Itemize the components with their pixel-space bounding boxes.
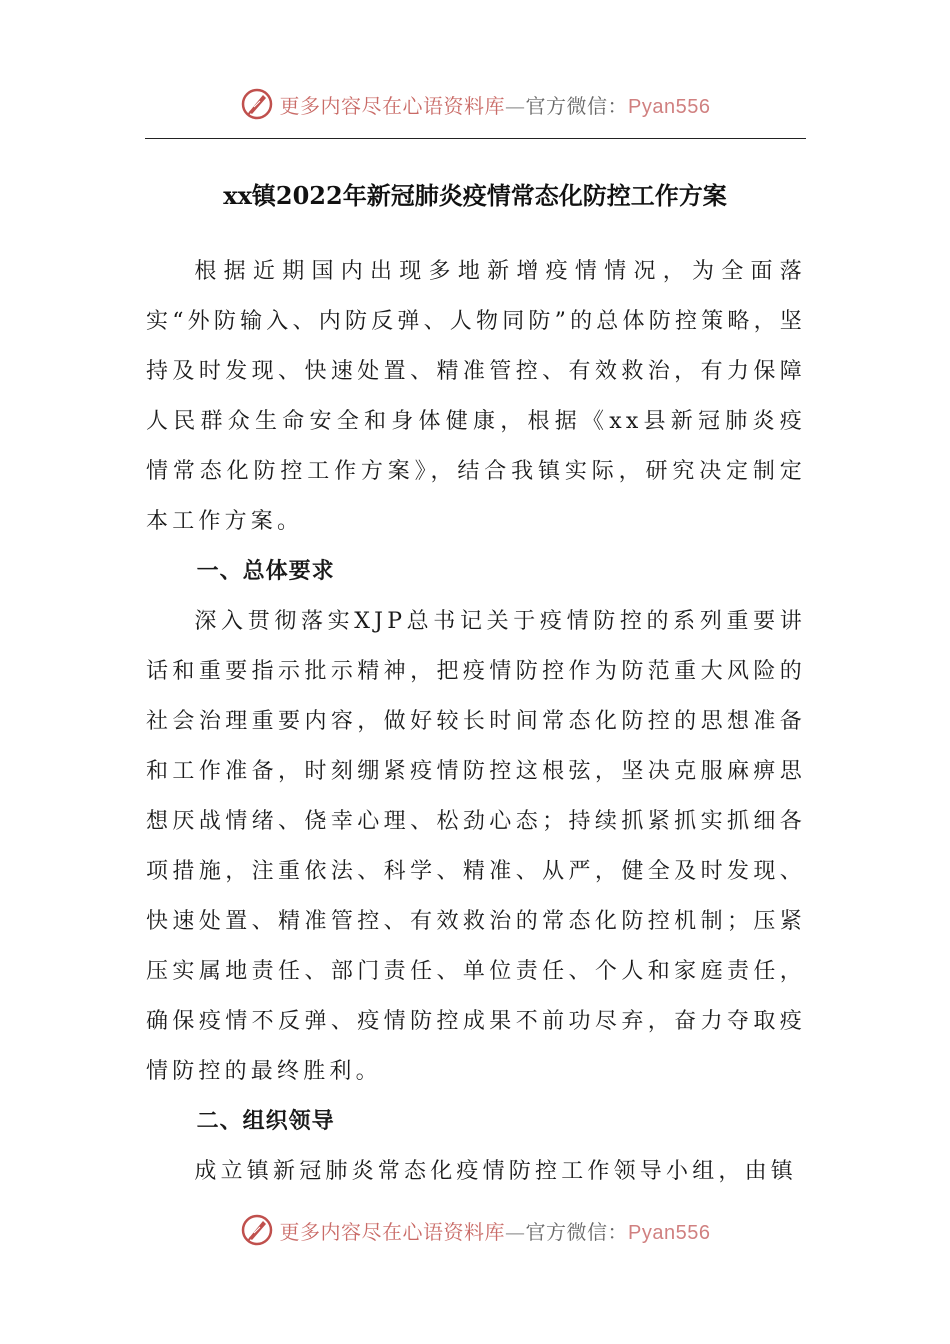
- banner-separator: —: [505, 1219, 526, 1244]
- banner-text: [280, 1216, 711, 1245]
- banner-wechat-id: Pyan556: [628, 95, 711, 118]
- quill-pen-logo-icon: [240, 1213, 274, 1247]
- banner-main-text: 更多内容尽在心语资料库: [279, 1219, 506, 1244]
- banner-separator: —: [505, 93, 526, 118]
- banner-wechat-label: 官方微信：: [525, 1219, 629, 1244]
- document-body: [146, 247, 806, 1197]
- section-2-paragraph: 成立镇新冠肺炎常态化疫情防控工作领导小组，由镇: [194, 1159, 797, 1184]
- section-1-heading: 一、总体要求: [196, 559, 335, 584]
- banner-text: [280, 90, 711, 119]
- banner-wechat-id: Pyan556: [628, 1221, 711, 1244]
- intro-paragraph: 根据近期国内出现多地新增疫情情况，为全面落实“外防输入、内防反弹、人物同防”的总体防控策略，坚持及时发现、快速处置、精准管控、有效救治，有力保障人民群众生命安全和身体健康，根据《xx县新冠肺炎疫情常态化防控工作方案》，结合我镇实际，研究决定制定本工作方案。: [146, 259, 806, 534]
- header-divider: [145, 138, 806, 139]
- section-1-paragraph: 深入贯彻落实XJP总书记关于疫情防控的系列重要讲话和重要指示批示精神，把疫情防控作为防范重大风险的社会治理重要内容，做好较长时间常态化防控的思想准备和工作准备，时刻绷紧疫情防控这根弦，坚决克服麻痹思想厌战情绪、侥幸心理、松劲心态；持续抓紧抓实抓细各项措施，注重依法、科学、精准、从严，健全及时发现、快速处置、精准管控、有效救治的常态化防控机制；压紧压实属地责任、部门责任、单位责任、个人和家庭责任，确保疫情不反弹、疫情防控成果不前功尽弃，奋力夺取疫情防控的最终胜利。: [146, 609, 806, 1084]
- document-title: xx镇2022年新冠肺炎疫情常态化防控工作方案: [223, 181, 727, 210]
- banner-main-text: 更多内容尽在心语资料库: [279, 93, 506, 118]
- footer-banner: [0, 1210, 950, 1250]
- banner-wechat-label: 官方微信：: [525, 93, 629, 118]
- section-2-heading: 二、组织领导: [196, 1109, 335, 1134]
- header-banner: [0, 84, 950, 124]
- quill-pen-logo-icon: [240, 87, 274, 121]
